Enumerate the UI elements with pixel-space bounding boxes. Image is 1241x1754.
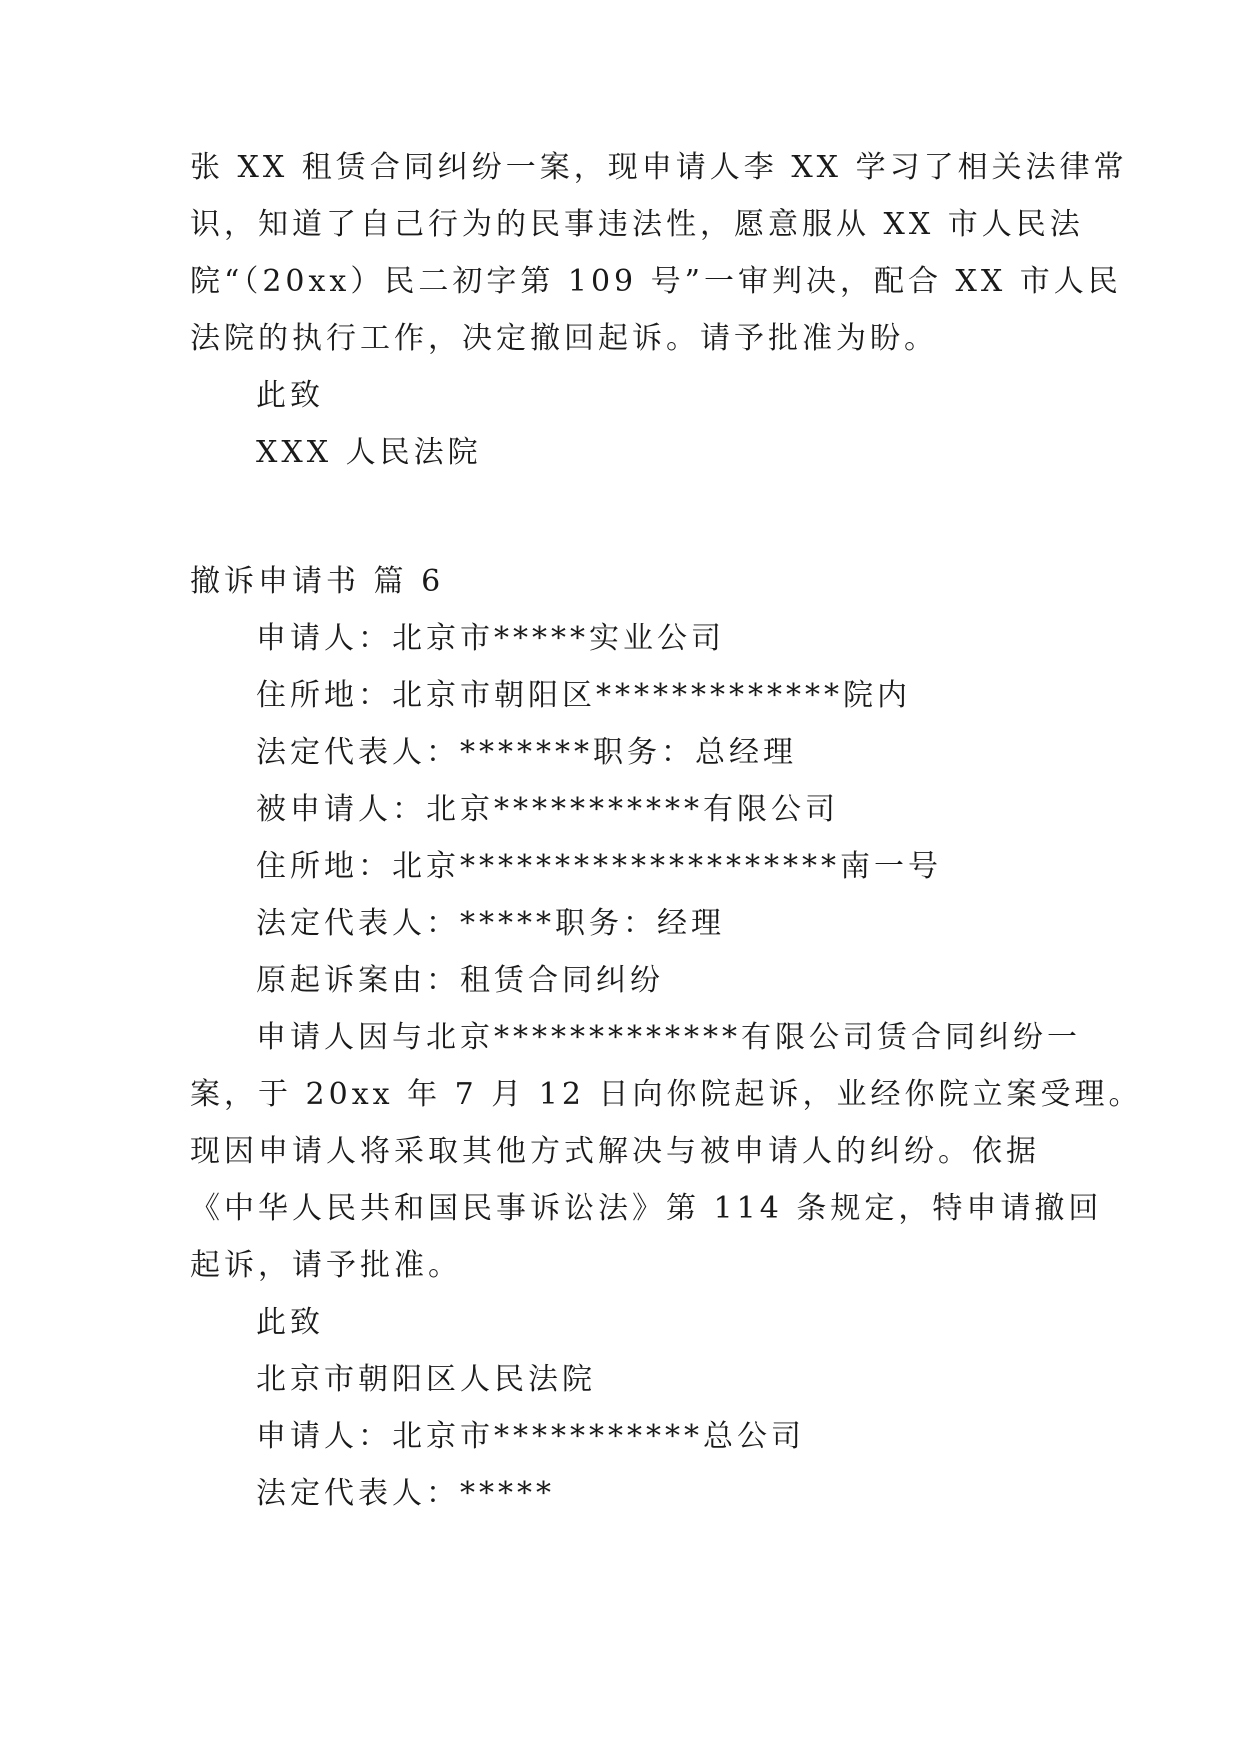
court-name: 北京市朝阳区人民法院 [256,1362,596,1397]
field-respondent-rep: 法定代表人：*****职务：经理 [256,906,725,941]
paragraph-line: 院“（20xx）民二初字第 109 号”一审判决，配合 XX 市人民 [190,264,1122,299]
body-line: 申请人因与北京*************有限公司赁合同纠纷一 [256,1020,1081,1055]
body-line: 《中华人民共和国民事诉讼法》第 114 条规定，特申请撤回 [190,1191,1103,1226]
body-line: 现因申请人将采取其他方式解决与被申请人的纠纷。依据 [190,1134,1040,1169]
field-respondent-address: 住所地：北京********************南一号 [256,849,942,884]
field-original-cause: 原起诉案由：租赁合同纠纷 [256,963,664,998]
body-line: 起诉，请予批准。 [190,1248,462,1283]
court-name: XXX 人民法院 [256,435,482,470]
body-line: 案，于 20xx 年 7 月 12 日向你院起诉，业经你院立案受理。 [190,1077,1143,1112]
paragraph-line: 识，知道了自己行为的民事违法性，愿意服从 XX 市人民法 [190,207,1084,242]
paragraph-line: 张 XX 租赁合同纠纷一案，现申请人李 XX 学习了相关法律常 [190,150,1128,185]
salutation: 此致 [256,1305,324,1340]
section-heading: 撤诉申请书 篇 6 [190,564,445,599]
field-respondent: 被申请人：北京***********有限公司 [256,792,839,827]
signature-legal-rep: 法定代表人：***** [256,1476,555,1511]
field-address: 住所地：北京市朝阳区*************院内 [256,678,911,713]
signature-applicant: 申请人：北京市***********总公司 [256,1419,805,1454]
salutation: 此致 [256,378,324,413]
field-legal-rep: 法定代表人：*******职务：总经理 [256,735,797,770]
field-applicant: 申请人：北京市*****实业公司 [256,621,725,656]
paragraph-line: 法院的执行工作，决定撤回起诉。请予批准为盼。 [190,321,938,356]
